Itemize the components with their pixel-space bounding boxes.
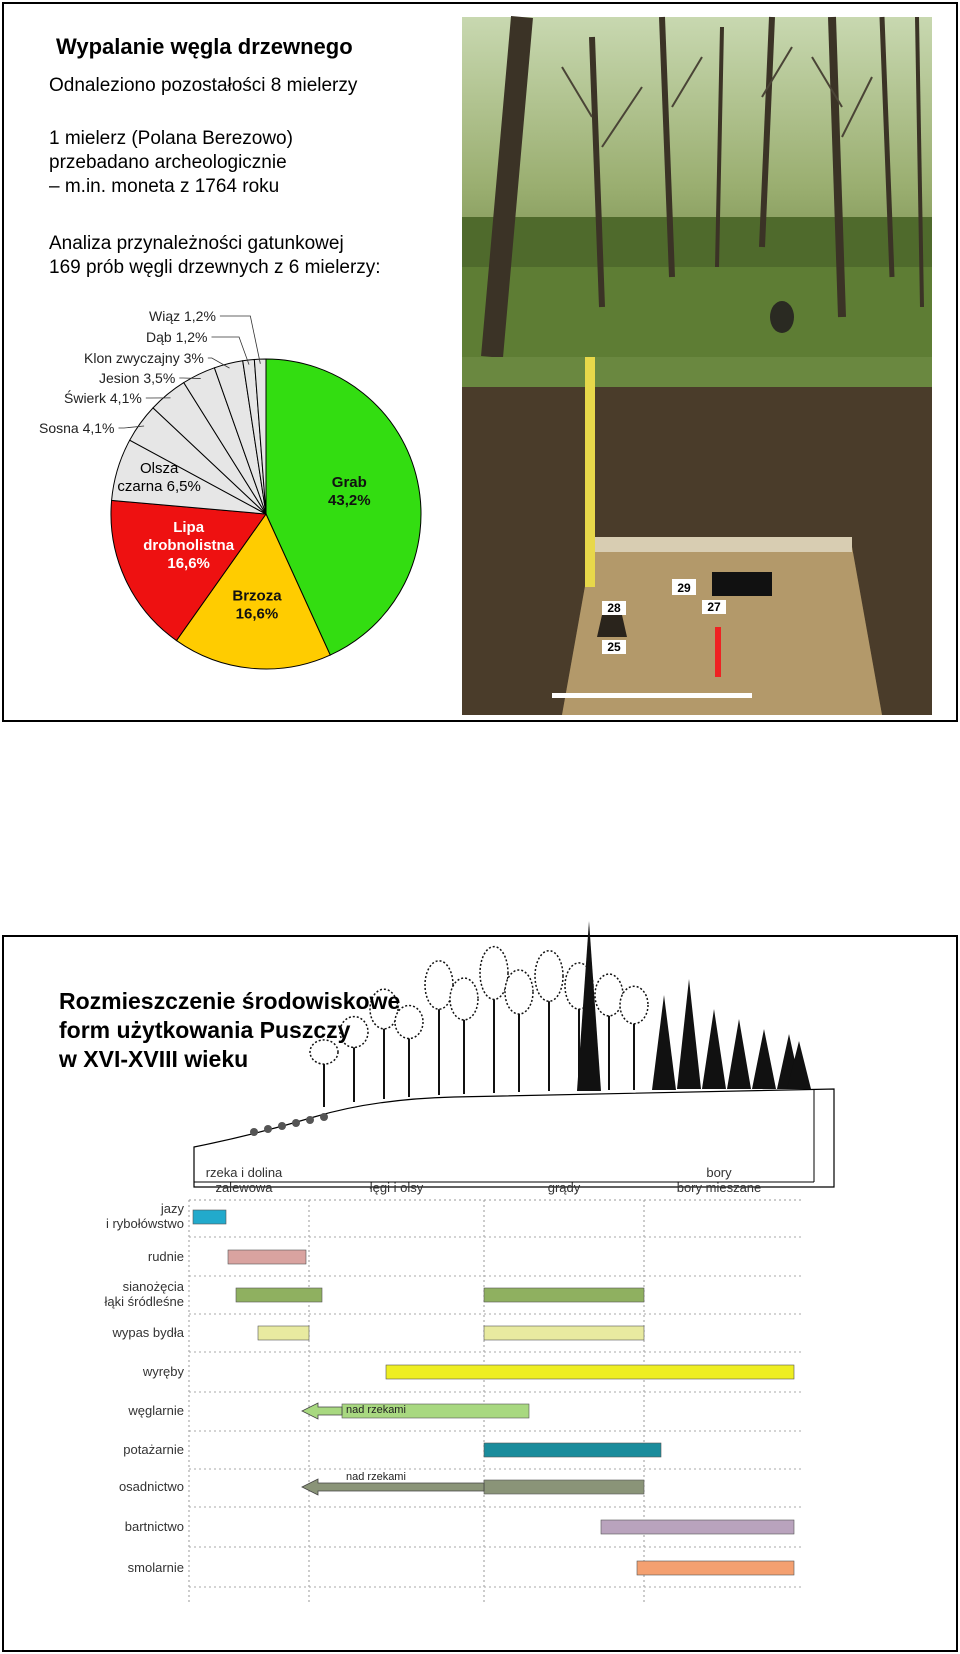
pie-label: Świerk 4,1% bbox=[64, 390, 142, 406]
row-label: bartnictwo bbox=[124, 1519, 184, 1534]
zone-label: bory mieszane bbox=[676, 1180, 762, 1195]
slide-charcoal bbox=[2, 2, 958, 722]
pie-label: Dąb 1,2% bbox=[146, 329, 208, 345]
usage-bar bbox=[484, 1443, 661, 1457]
ground-line bbox=[194, 1089, 834, 1187]
text-line: Odnaleziono pozostałości 8 mielerzy bbox=[49, 75, 358, 96]
marker-label: 25 bbox=[607, 640, 621, 654]
row-label: osadnictwo bbox=[118, 1479, 184, 1494]
pie-label: Olsza czarna 6,5% bbox=[117, 459, 201, 495]
marker-label: 28 bbox=[607, 601, 621, 615]
usage-bar bbox=[193, 1210, 226, 1224]
usage-bar bbox=[258, 1326, 309, 1340]
slide-title bbox=[59, 987, 400, 1074]
pie-label: Wiąz 1,2% bbox=[149, 308, 216, 324]
zone-label: łęgi i olsy bbox=[369, 1180, 424, 1195]
zone-label: rzeka i dolina bbox=[205, 1165, 283, 1180]
zone-label: grądy bbox=[547, 1180, 581, 1195]
pie-label: Klon zwyczajny 3% bbox=[84, 350, 204, 366]
arrow-label: nad rzekami bbox=[346, 1471, 406, 1483]
row-label: i rybołówstwo bbox=[105, 1216, 184, 1231]
row-label: łąki śródleśne bbox=[104, 1294, 184, 1309]
title-line: w XVI-XVIII wieku bbox=[59, 1046, 249, 1072]
leader-line bbox=[179, 378, 200, 379]
slide-title: Wypalanie węgla drzewnego bbox=[56, 34, 353, 59]
pie-label: Jesion 3,5% bbox=[99, 370, 176, 386]
title-line: form użytkowania Puszczy bbox=[59, 1017, 351, 1043]
pie-label: Lipa drobnolistna 16,6% bbox=[143, 518, 235, 572]
title-line: Rozmieszczenie środowiskowe bbox=[59, 988, 401, 1014]
species-pie-chart bbox=[34, 304, 454, 694]
text-line: Analiza przynależności gatunkowej bbox=[49, 233, 344, 254]
pie-label: Sosna 4,1% bbox=[39, 420, 115, 436]
usage-bar bbox=[484, 1326, 644, 1340]
usage-bar bbox=[386, 1365, 794, 1379]
usage-bar bbox=[236, 1288, 322, 1302]
row-label: rudnie bbox=[147, 1249, 184, 1264]
row-label: wyręby bbox=[142, 1364, 184, 1379]
forest-photo bbox=[462, 17, 932, 357]
text-line: – m.in. moneta z 1764 roku bbox=[49, 176, 280, 197]
forest-use-chart bbox=[84, 1165, 854, 1612]
arrow-label: nad rzekami bbox=[346, 1404, 406, 1416]
text-line: 1 mielerz (Polana Berezowo) bbox=[49, 128, 293, 149]
excavation-photo bbox=[462, 357, 932, 715]
zone-label: zalewowa bbox=[215, 1180, 273, 1195]
slide-forest-use bbox=[2, 935, 958, 1652]
row-label: smolarnie bbox=[127, 1560, 184, 1575]
usage-bar bbox=[228, 1250, 306, 1264]
pie-label: Grab 43,2% bbox=[328, 473, 371, 509]
marker-label: 27 bbox=[707, 600, 721, 614]
usage-bar bbox=[637, 1561, 794, 1575]
usage-bar bbox=[484, 1288, 644, 1302]
row-label: potażarnie bbox=[123, 1442, 184, 1457]
row-label: jazy bbox=[160, 1201, 184, 1216]
text-line: przebadano archeologicznie bbox=[49, 152, 287, 173]
pie-label: Brzoza 16,6% bbox=[232, 587, 282, 623]
usage-bar bbox=[484, 1480, 644, 1494]
zone-label: bory bbox=[706, 1165, 732, 1180]
row-label: sianożęcia bbox=[122, 1279, 184, 1294]
marker-label: 29 bbox=[677, 581, 691, 595]
direction-arrow bbox=[302, 1403, 342, 1419]
usage-bar bbox=[601, 1520, 794, 1534]
text-line: 169 prób węgli drzewnych z 6 mielerzy: bbox=[49, 257, 381, 278]
row-label: węglarnie bbox=[128, 1403, 184, 1418]
row-label: wypas bydła bbox=[112, 1325, 184, 1340]
